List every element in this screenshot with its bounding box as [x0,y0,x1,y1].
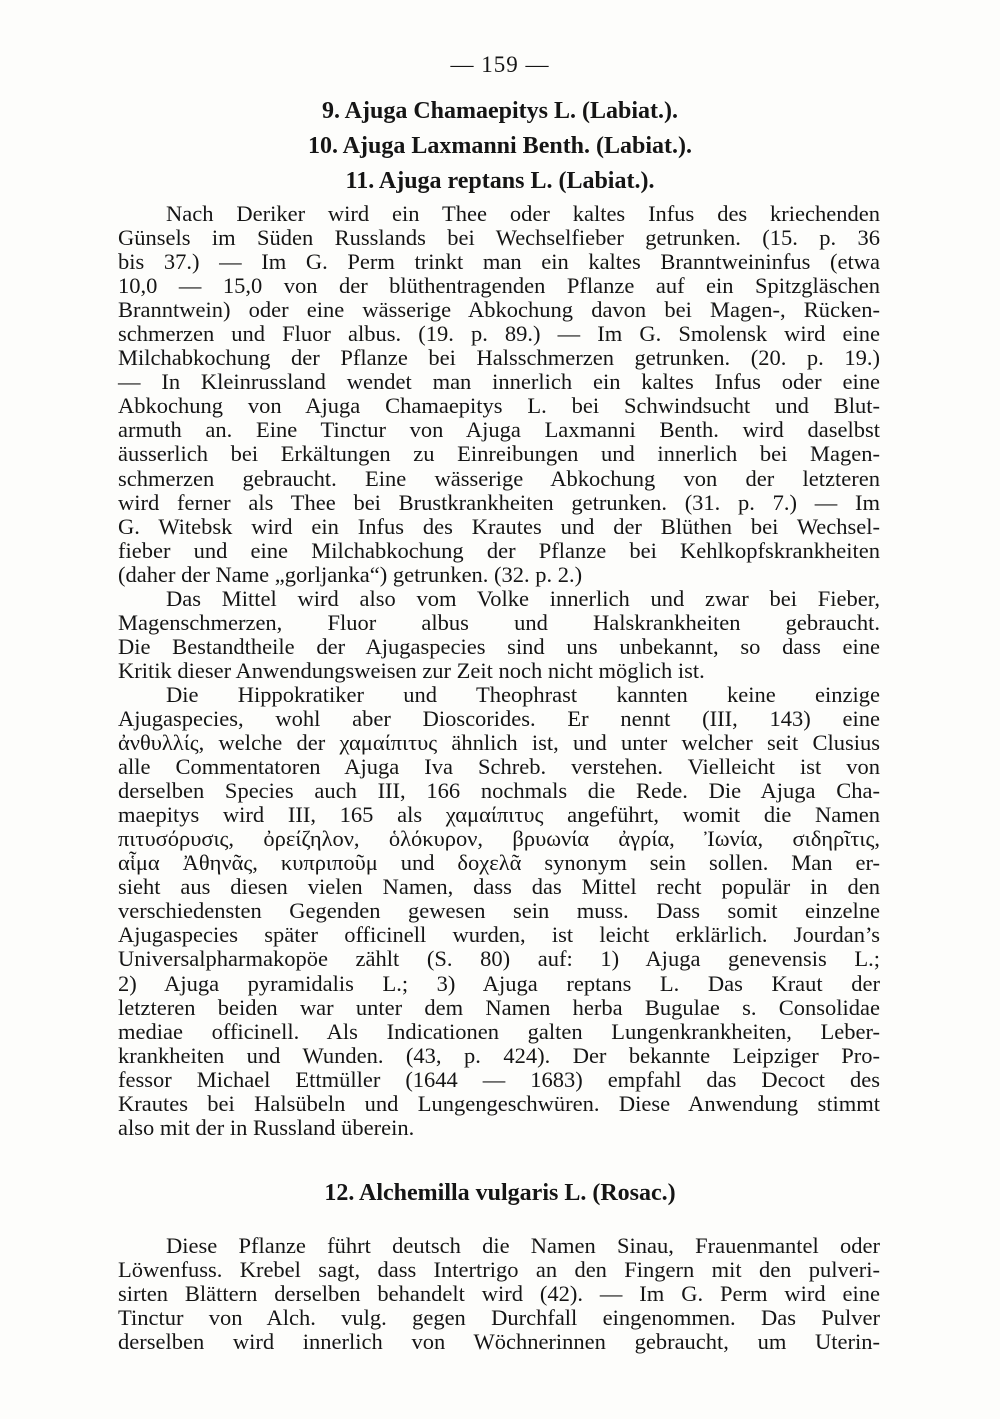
text-line: bis 37.) — Im G. Perm trinkt man ein kaltes Branntweininfus (etwa [118,249,880,275]
text-line: G. Witebsk wird ein Infus des Krautes und der Blüthen bei Wechsel- [118,513,880,539]
page-number: — 159 — [450,52,550,77]
text-line: schmerzen gebraucht. Eine wässerige Abkochung von der letzteren [118,465,880,491]
text-line: maepitys wird III, 165 als χαμαίπιτυς angeführt, womit die Namen [118,802,880,828]
heading-ajuga-reptans: 11. Ajuga reptans L. (Labiat.). [345,168,655,194]
text-line: schmerzen und Fluor albus. (19. p. 89.) — Im G. Smolensk wird eine [118,321,880,347]
text-line: αἷμα Ἀθηνᾶς, κυπριποῦμ und δοχελᾶ synonym sein sollen. Man er- [118,850,880,876]
text-line: Diese Pflanze führt deutsch die Namen Sinau, Frauenmantel oder [166,1233,880,1258]
text-line: fessor Michael Ettmüller (1644 — 1683) empfahl das Decoct des [118,1066,880,1092]
text-line: Das Mittel wird also vom Volke innerlich und zwar bei Fieber, [166,585,880,611]
text-line: Die Hippokratiker und Theophrast kannten keine einzige [166,681,880,707]
text-line: krankheiten und Wunden. (43, p. 424). Der bekannte Leipziger Pro- [118,1042,880,1068]
text-line: äusserlich bei Erkältungen zu Einreibungen und innerlich bei Magen- [118,441,880,467]
text-line: derselben wird innerlich von Wöchnerinnen gebraucht, um Uterin- [118,1329,880,1355]
text-line: Universalpharmakopöe zählt (S. 80) auf: 1) Ajuga genevensis L.; [118,946,880,972]
text-line: wird ferner als Thee bei Brustkrankheiten getrunken. (31. p. 7.) — Im [118,489,880,515]
species-headings [0,94,1000,199]
text-line: Abkochung von Ajuga Chamaepitys L. bei Schwindsucht und Blut- [118,393,880,419]
text-line: Löwenfuss. Krebel sagt, dass Intertrigo an den Fingern mit den pulveri- [118,1257,880,1283]
text-line: 2) Ajuga pyramidalis L.; 3) Ajuga reptans L. Das Kraut der [118,970,880,996]
heading-ajuga-chamaepitys: 9. Ajuga Chamaepitys L. (Labiat.). [321,98,679,124]
text-line: 10,0 — 15,0 von der blüthentragenden Pflanze auf ein Spitzgläschen [118,273,880,299]
text-line: (daher der Name „gorljanka“) getrunken. (32. p. 2.) [118,561,583,587]
text-line: sieht aus diesen vielen Namen, dass das Mittel recht populär in den [118,874,880,900]
text-line: Die Bestandtheile der Ajugaspecies sind uns unbekannt, so dass eine [118,633,880,659]
text-line: sirten Blättern derselben behandelt wird (42). — Im G. Perm wird eine [118,1281,880,1307]
text-line: armuth an. Eine Tinctur von Ajuga Laxmanni Benth. wird daselbst [118,417,880,443]
text-line: letzteren beiden war unter dem Namen herba Bugulae s. Consolidae [118,994,880,1020]
text-line: Ajugaspecies, wohl aber Dioscorides. Er nennt (III, 143) eine [118,705,880,731]
text-line: — In Kleinrussland wendet man innerlich ein kaltes Infus oder eine [118,369,880,395]
alchemilla-body-text [118,1234,880,1354]
heading-alchemilla-vulgaris: 12. Alchemilla vulgaris L. (Rosac.) [324,1180,676,1206]
text-line: Krautes bei Halsübeln und Lungengeschwüren. Diese Anwendung stimmt [118,1090,880,1116]
text-line: alle Commentatoren Ajuga Iva Schreb. verstehen. Vielleicht ist von [118,754,880,780]
text-line: Nach Deriker wird ein Thee oder kaltes Infus des kriechenden [166,201,880,226]
text-line: fieber und eine Milchabkochung der Pflanze bei Kehlkopfskrankheiten [118,537,880,563]
text-line: Tinctur von Alch. vulg. gegen Durchfall eingenommen. Das Pulver [118,1305,880,1331]
text-line: Branntwein) oder eine wässerige Abkochung davon bei Magen-, Rücken- [118,297,880,323]
text-line: Günsels im Süden Russlands bei Wechselfieber getrunken. (15. p. 36 [118,225,880,251]
text-line: verschiedensten Gegenden gewesen sein muss. Dass somit einzelne [118,898,880,924]
text-line: Ajugaspecies später officinell wurden, ist leicht erklärlich. Jourdan’s [118,922,880,948]
heading-ajuga-laxmanni: 10. Ajuga Laxmanni Benth. (Labiat.). [307,133,693,159]
text-line: also mit der in Russland überein. [118,1114,415,1140]
text-line: πιτυσόρυσις, ὀρείζηλον, ὁλόκυρον, βρυωνία ἀγρία, Ἰωνία, σιδηρῖτις, [118,826,880,852]
text-line: Milchabkochung der Pflanze bei Halsschmerzen getrunken. (20. p. 19.) [118,345,880,371]
ajuga-body-text [118,202,880,1140]
text-line: derselben Species auch III, 166 nochmals die Rede. Die Ajuga Cha- [118,778,880,804]
text-line: mediae officinell. Als Indicationen galten Lungenkrankheiten, Leber- [118,1018,880,1044]
text-line: ἀνθυλλίς, welche der χαμαίπιτυς ähnlich ist, und unter welcher seit Clusius [118,730,880,756]
text-line: Magenschmerzen, Fluor albus und Halskrankheiten gebraucht. [118,609,880,635]
text-line: Kritik dieser Anwendungsweisen zur Zeit noch nicht möglich ist. [118,657,705,683]
